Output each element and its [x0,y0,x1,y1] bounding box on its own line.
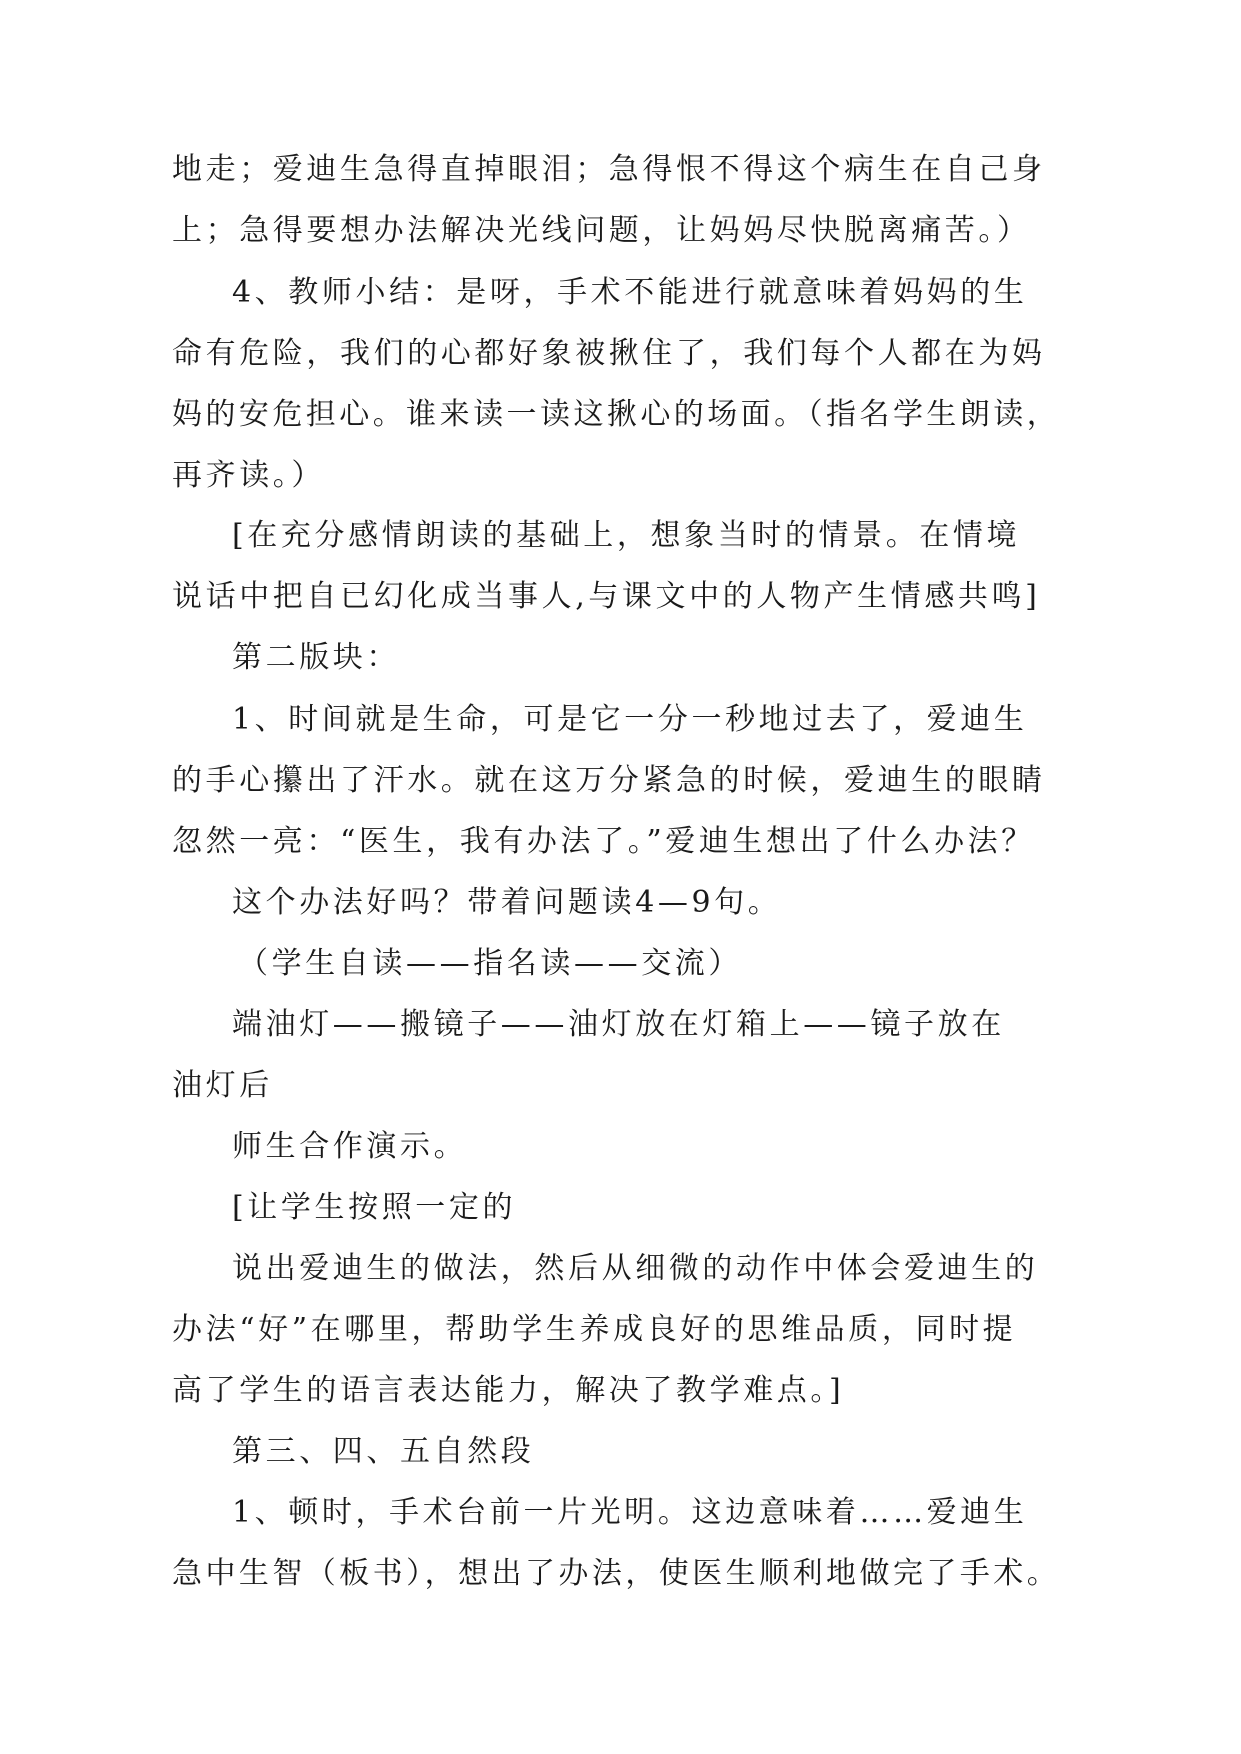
text-line: 再齐读。） [172,458,325,493]
text-line: 地走；爱迪生急得直掉眼泪；急得恨不得这个病生在自己身 [172,152,1046,187]
text-line: 忽然一亮：“医生，我有办法了。”爱迪生想出了什么办法？ [172,824,1035,859]
text-line: 油灯后 [172,1068,273,1103]
text-line: 高了学生的语言表达能力，解决了教学难点。] [172,1373,845,1408]
text-line: 命有危险，我们的心都好象被揪住了，我们每个人都在为妈 [172,336,1046,371]
text-line: 4、教师小结：是呀，手术不能进行就意味着妈妈的生 [232,275,1028,310]
text-line: 师生合作演示。 [232,1129,468,1164]
text-line: 1、时间就是生命，可是它一分一秒地过去了，爱迪生 [232,702,1028,737]
text-line: 端油灯——搬镜子——油灯放在灯箱上——镜子放在 [232,1007,1005,1042]
text-line: 妈的安危担心。谁来读一读这揪心的场面。（指名学生朗读， [172,397,1061,432]
text-line: 1、顿时，手术台前一片光明。这边意味着……爱迪生 [232,1495,1028,1530]
text-line: （学生自读——指名读——交流） [238,946,742,981]
text-line: 急中生智（板书），想出了办法，使医生顺利地做完了手术。 [172,1556,1061,1591]
text-line: 办法“好”在哪里，帮助学生养成良好的思维品质，同时提 [172,1312,1017,1347]
text-line: 说出爱迪生的做法，然后从细微的动作中体会爱迪生的 [232,1251,1039,1286]
text-line: 这个办法好吗？带着问题读4—9句。 [232,885,782,920]
text-line: 上；急得要想办法解决光线问题，让妈妈尽快脱离痛苦。） [172,213,1031,248]
text-line: [在充分感情朗读的基础上，想象当时的情景。在情境 [232,518,1021,553]
text-line: [让学生按照一定的 [232,1190,517,1225]
section-heading: 第三、四、五自然段 [232,1434,535,1469]
text-line: 说话中把自已幻化成当事人,与课文中的人物产生情感共鸣] [172,579,1041,614]
text-line: 的手心攥出了汗水。就在这万分紧急的时候，爱迪生的眼睛 [172,763,1046,798]
section-heading: 第二版块： [232,640,400,675]
